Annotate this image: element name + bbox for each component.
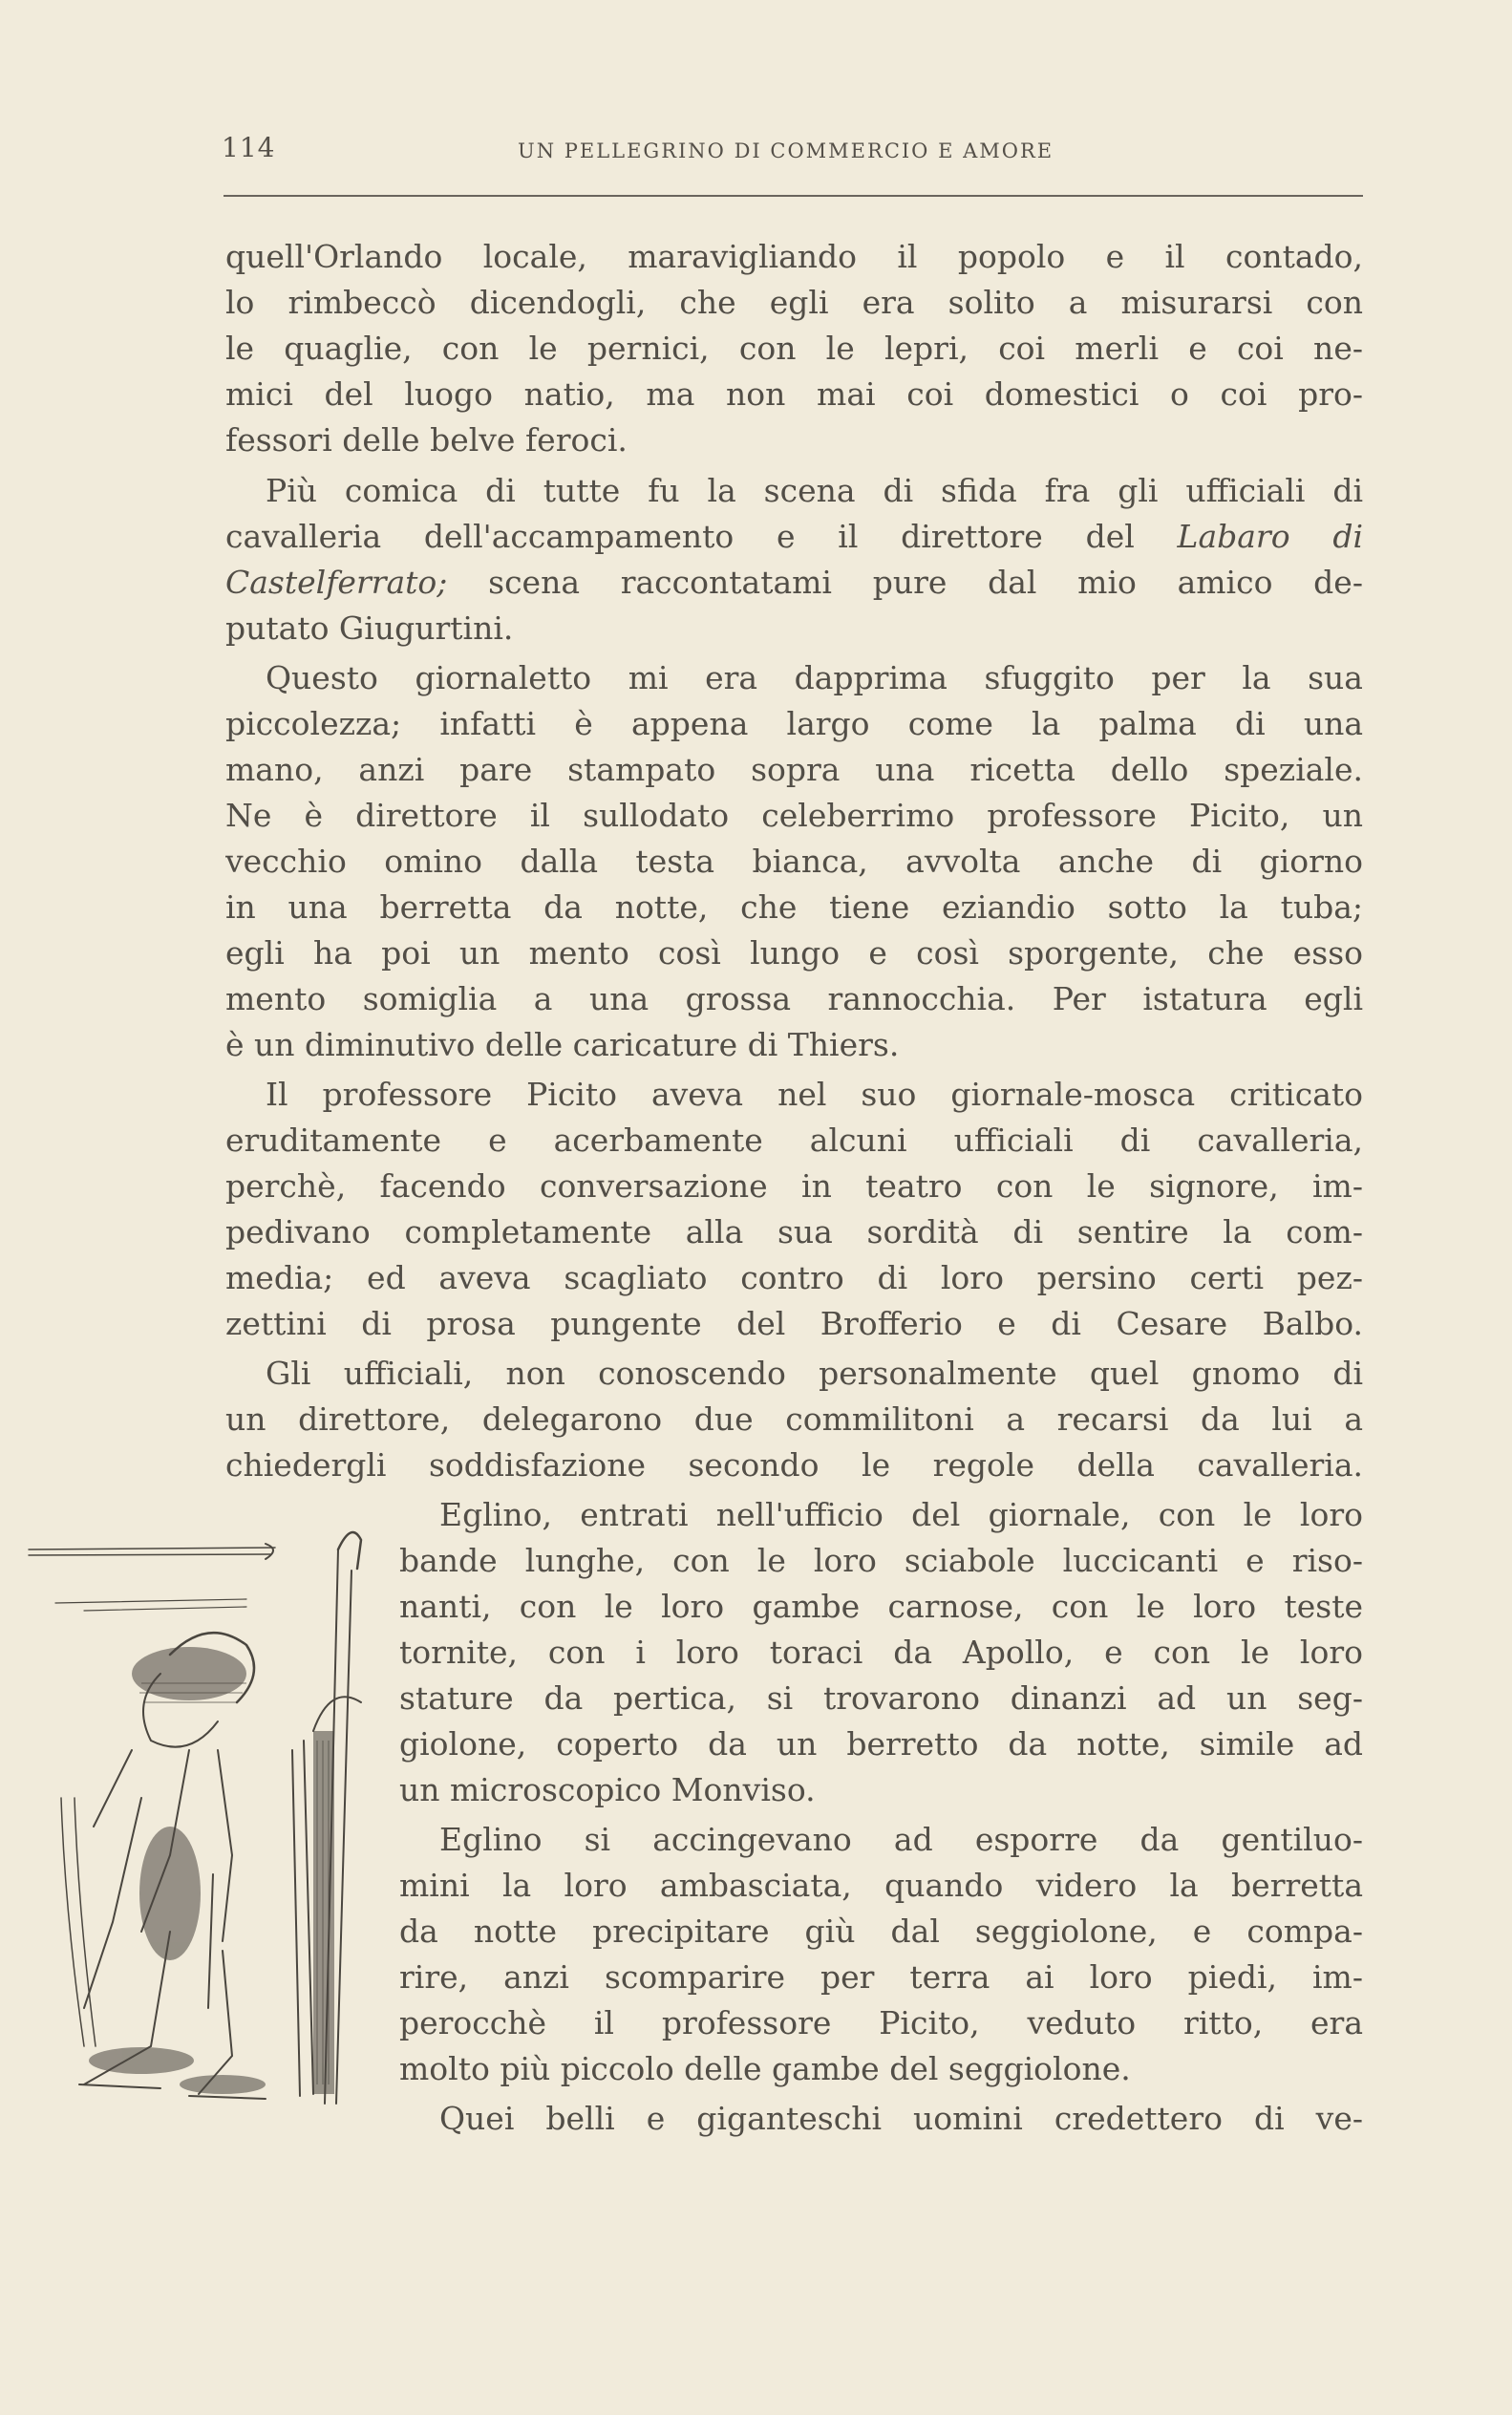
text-line: perchè, facendo conversazione in teatro con le signore, im- bbox=[225, 1167, 1363, 1205]
text-line: fessori delle belve feroci. bbox=[225, 421, 628, 459]
text-line: quell'Orlando locale, maravigliando il popolo e il contado, bbox=[225, 238, 1363, 275]
text-line: Questo giornaletto mi era dapprima sfuggito per la sua bbox=[266, 659, 1363, 696]
header-rule bbox=[224, 195, 1363, 197]
italic-title: Labaro di bbox=[1177, 518, 1363, 555]
text-line: zettini di prosa pungente del Brofferio e di Cesare Balbo. bbox=[225, 1305, 1363, 1342]
text-line: Gli ufficiali, non conoscendo personalmente quel gnomo di bbox=[266, 1355, 1363, 1392]
text-line: Ne è direttore il sullodato celeberrimo professore Picito, un bbox=[225, 797, 1363, 834]
text-line: pedivano completamente alla sua sordità di sentire la com- bbox=[225, 1213, 1363, 1250]
text-line: putato Giugurtini. bbox=[225, 609, 514, 647]
text-line: Più comica di tutte fu la scena di sfida fra gli ufficiali di bbox=[266, 472, 1363, 509]
text-line: tornite, con i loro toraci da Apollo, e con le loro bbox=[399, 1634, 1363, 1671]
text-line: egli ha poi un mento così lungo e così sporgente, che esso bbox=[225, 934, 1363, 972]
text-line: Quei belli e giganteschi uomini credettero di ve- bbox=[439, 2100, 1363, 2137]
italic-title: Castelferrato; bbox=[225, 564, 448, 601]
running-title: UN PELLEGRINO DI COMMERCIO E AMORE bbox=[518, 139, 1054, 162]
text-line: giolone, coperto da un berretto da notte, simile ad bbox=[399, 1725, 1363, 1763]
text-line-with-italic bbox=[225, 514, 1363, 560]
text-line: Il professore Picito aveva nel suo giornale-mosca criticato bbox=[266, 1076, 1363, 1113]
engraving-illustration bbox=[27, 1511, 371, 2105]
text-line: perocchè il professore Picito, veduto ritto, era bbox=[399, 2004, 1363, 2041]
text-line: molto più piccolo delle gambe del seggiolone. bbox=[399, 2050, 1131, 2087]
text-line: nanti, con le loro gambe carnose, con le loro teste bbox=[399, 1588, 1363, 1625]
text-line: un direttore, delegarono due commilitoni a recarsi da lui a bbox=[225, 1400, 1363, 1438]
text-line: vecchio omino dalla testa bianca, avvolta anche di giorno bbox=[225, 843, 1363, 880]
text-line: le quaglie, con le pernici, con le lepri, coi merli e coi ne- bbox=[225, 330, 1363, 367]
text-line: bande lunghe, con le loro sciabole luccicanti e riso- bbox=[399, 1542, 1363, 1579]
text-line: in una berretta da notte, che tiene eziandio sotto la tuba; bbox=[225, 888, 1363, 926]
text-line: un microscopico Monviso. bbox=[399, 1771, 816, 1808]
page-number: 114 bbox=[222, 132, 276, 163]
text-line: mici del luogo natio, ma non mai coi domestici o coi pro- bbox=[225, 375, 1363, 413]
text-line: mento somiglia a una grossa rannocchia. Per istatura egli bbox=[225, 980, 1363, 1017]
text-segment: scena raccontatami pure dal mio amico de- bbox=[488, 564, 1363, 601]
text-segment: cavalleria dell'accampamento e il direttore del bbox=[225, 518, 1135, 555]
text-line: Eglino si accingevano ad esporre da gentiluo- bbox=[439, 1821, 1363, 1858]
text-line: lo rimbeccò dicendogli, che egli era solito a misurarsi con bbox=[225, 284, 1363, 321]
text-line-with-italic bbox=[225, 560, 1363, 606]
page-header bbox=[222, 132, 1363, 170]
text-line: Eglino, entrati nell'ufficio del giornale, con le loro bbox=[439, 1496, 1363, 1533]
text-line: rire, anzi scomparire per terra ai loro piedi, im- bbox=[399, 1958, 1363, 1996]
text-line: mini la loro ambasciata, quando videro la berretta bbox=[399, 1867, 1363, 1904]
text-line: è un diminutivo delle caricature di Thiers. bbox=[225, 1026, 900, 1063]
text-line: stature da pertica, si trovarono dinanzi ad un seg- bbox=[399, 1679, 1363, 1717]
text-line: chiedergli soddisfazione secondo le regole della cavalleria. bbox=[225, 1446, 1363, 1484]
text-line: mano, anzi pare stampato sopra una ricetta dello speziale. bbox=[225, 751, 1363, 788]
text-line: media; ed aveva scagliato contro di loro persino certi pez- bbox=[225, 1259, 1363, 1296]
text-line: da notte precipitare giù dal seggiolone, e compa- bbox=[399, 1913, 1363, 1950]
text-line: piccolezza; infatti è appena largo come la palma di una bbox=[225, 705, 1363, 742]
text-line: eruditamente e acerbamente alcuni ufficiali di cavalleria, bbox=[225, 1122, 1363, 1159]
